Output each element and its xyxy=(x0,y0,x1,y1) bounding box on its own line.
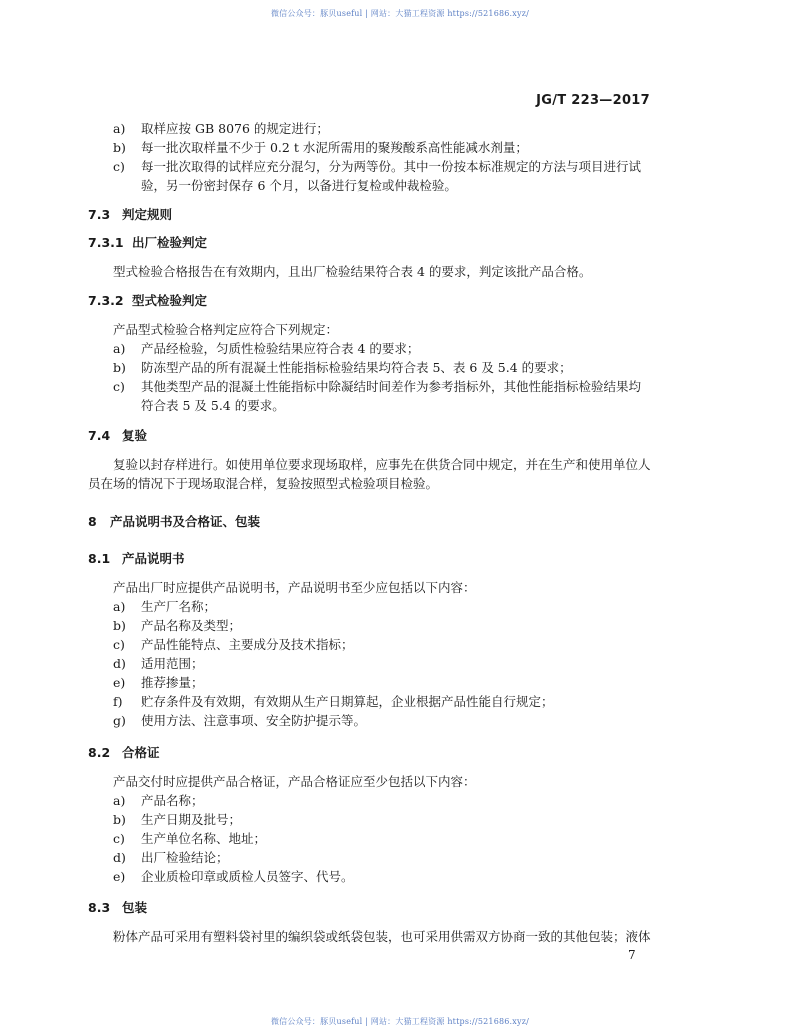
list-label: g) xyxy=(113,713,126,728)
list-text: 贮存条件及有效期，有效期从生产日期算起，企业根据产品性能自行规定； xyxy=(141,694,554,709)
list-label: e) xyxy=(113,675,126,690)
list-label: b) xyxy=(113,618,126,633)
list-item xyxy=(113,379,641,395)
list-label: c) xyxy=(113,379,125,394)
heading-7-3: 7.3 判定规则 xyxy=(88,207,173,222)
paragraph: 型式检验合格报告在有效期内，且出厂检验结果符合表 4 的要求，判定该批产品合格。 xyxy=(113,264,592,279)
heading-8: 8 产品说明书及合格证、包装 xyxy=(88,514,261,529)
paragraph-continuation: 员在场的情况下于现场取混合样，复验按照型式检验项目检验。 xyxy=(88,476,439,491)
list-label: b) xyxy=(113,812,126,827)
list-label: c) xyxy=(113,159,125,174)
list-text: 适用范围； xyxy=(141,656,204,671)
list-item xyxy=(113,140,528,156)
paragraph: 粉体产品可采用有塑料袋衬里的编织袋或纸袋包装，也可采用供需双方协商一致的其他包装；液体 xyxy=(113,929,651,944)
list-text: 产品性能特点、主要成分及技术指标； xyxy=(141,637,354,652)
paragraph: 产品型式检验合格判定应符合下列规定： xyxy=(113,322,339,337)
list-text: 出厂检验结论； xyxy=(141,850,229,865)
standard-code: JG/T 223—2017 xyxy=(536,93,650,108)
list-label: b) xyxy=(113,360,126,375)
heading-7-3-1: 7.3.1 出厂检验判定 xyxy=(88,235,208,250)
paragraph: 产品出厂时应提供产品说明书，产品说明书至少应包括以下内容： xyxy=(113,580,476,595)
list-label: c) xyxy=(113,637,125,652)
list-text: 企业质检印章或质检人员签字、代号。 xyxy=(141,869,354,884)
heading-8-3: 8.3 包装 xyxy=(88,900,148,915)
list-label: d) xyxy=(113,656,126,671)
watermark-bottom: 微信公众号：豚贝useful | 网站：大猫工程资源 https://521686.xyz/ xyxy=(270,1017,530,1026)
heading-7-4: 7.4 复验 xyxy=(88,428,148,443)
watermark-top: 微信公众号：豚贝useful | 网站：大猫工程资源 https://521686.xyz/ xyxy=(270,9,530,18)
heading-7-3-2: 7.3.2 型式检验判定 xyxy=(88,293,208,308)
list-item xyxy=(113,637,354,653)
list-item xyxy=(113,694,554,710)
list-label: f) xyxy=(113,694,123,709)
list-text: 每一批次取得的试样应充分混匀，分为两等份。其中一份按本标准规定的方法与项目进行试 xyxy=(141,159,642,174)
list-item xyxy=(113,850,229,866)
list-label: c) xyxy=(113,831,125,846)
list-continuation: 符合表 5 及 5.4 的要求。 xyxy=(141,398,285,413)
heading-8-1: 8.1 产品说明书 xyxy=(88,551,185,566)
list-item xyxy=(113,656,204,672)
list-text: 产品经检验，匀质性检验结果应符合表 4 的要求； xyxy=(141,341,420,356)
list-text: 生产厂名称； xyxy=(141,599,217,614)
list-continuation: 验，另一份密封保存 6 个月，以备进行复检或仲裁检验。 xyxy=(141,178,457,193)
list-item xyxy=(113,121,329,137)
page-number: 7 xyxy=(628,948,636,962)
list-label: d) xyxy=(113,850,126,865)
list-text: 使用方法、注意事项、安全防护提示等。 xyxy=(141,713,367,728)
list-text: 每一批次取样量不少于 0.2 t 水泥所需用的聚羧酸系高性能减水剂量； xyxy=(141,140,528,155)
list-item xyxy=(113,341,419,357)
list-text: 产品名称； xyxy=(141,793,204,808)
list-item xyxy=(113,675,204,691)
list-text: 其他类型产品的混凝土性能指标中除凝结时间差作为参考指标外，其他性能指标检验结果均 xyxy=(141,379,642,394)
list-text: 产品名称及类型； xyxy=(141,618,242,633)
list-label: a) xyxy=(113,599,126,614)
heading-8-2: 8.2 合格证 xyxy=(88,745,160,760)
list-item xyxy=(113,618,241,634)
list-item xyxy=(113,159,641,175)
list-item xyxy=(113,831,266,847)
list-item xyxy=(113,793,204,809)
list-item xyxy=(113,360,572,376)
list-text: 生产单位名称、地址； xyxy=(141,831,267,846)
list-item xyxy=(113,713,366,729)
list-text: 防冻型产品的所有混凝土性能指标检验结果均符合表 5、表 6 及 5.4 的要求； xyxy=(141,360,572,375)
paragraph: 复验以封存样进行。如使用单位要求现场取样，应事先在供货合同中规定，并在生产和使用单位人 xyxy=(113,457,651,472)
list-label: a) xyxy=(113,341,126,356)
list-item xyxy=(113,869,354,885)
list-label: a) xyxy=(113,793,126,808)
list-text: 推荐掺量； xyxy=(141,675,204,690)
list-item xyxy=(113,812,241,828)
list-item xyxy=(113,599,216,615)
list-label: a) xyxy=(113,121,126,136)
list-label: b) xyxy=(113,140,126,155)
list-text: 取样应按 GB 8076 的规定进行； xyxy=(141,121,329,136)
list-text: 生产日期及批号； xyxy=(141,812,242,827)
list-label: e) xyxy=(113,869,126,884)
paragraph: 产品交付时应提供产品合格证，产品合格证应至少包括以下内容： xyxy=(113,774,476,789)
